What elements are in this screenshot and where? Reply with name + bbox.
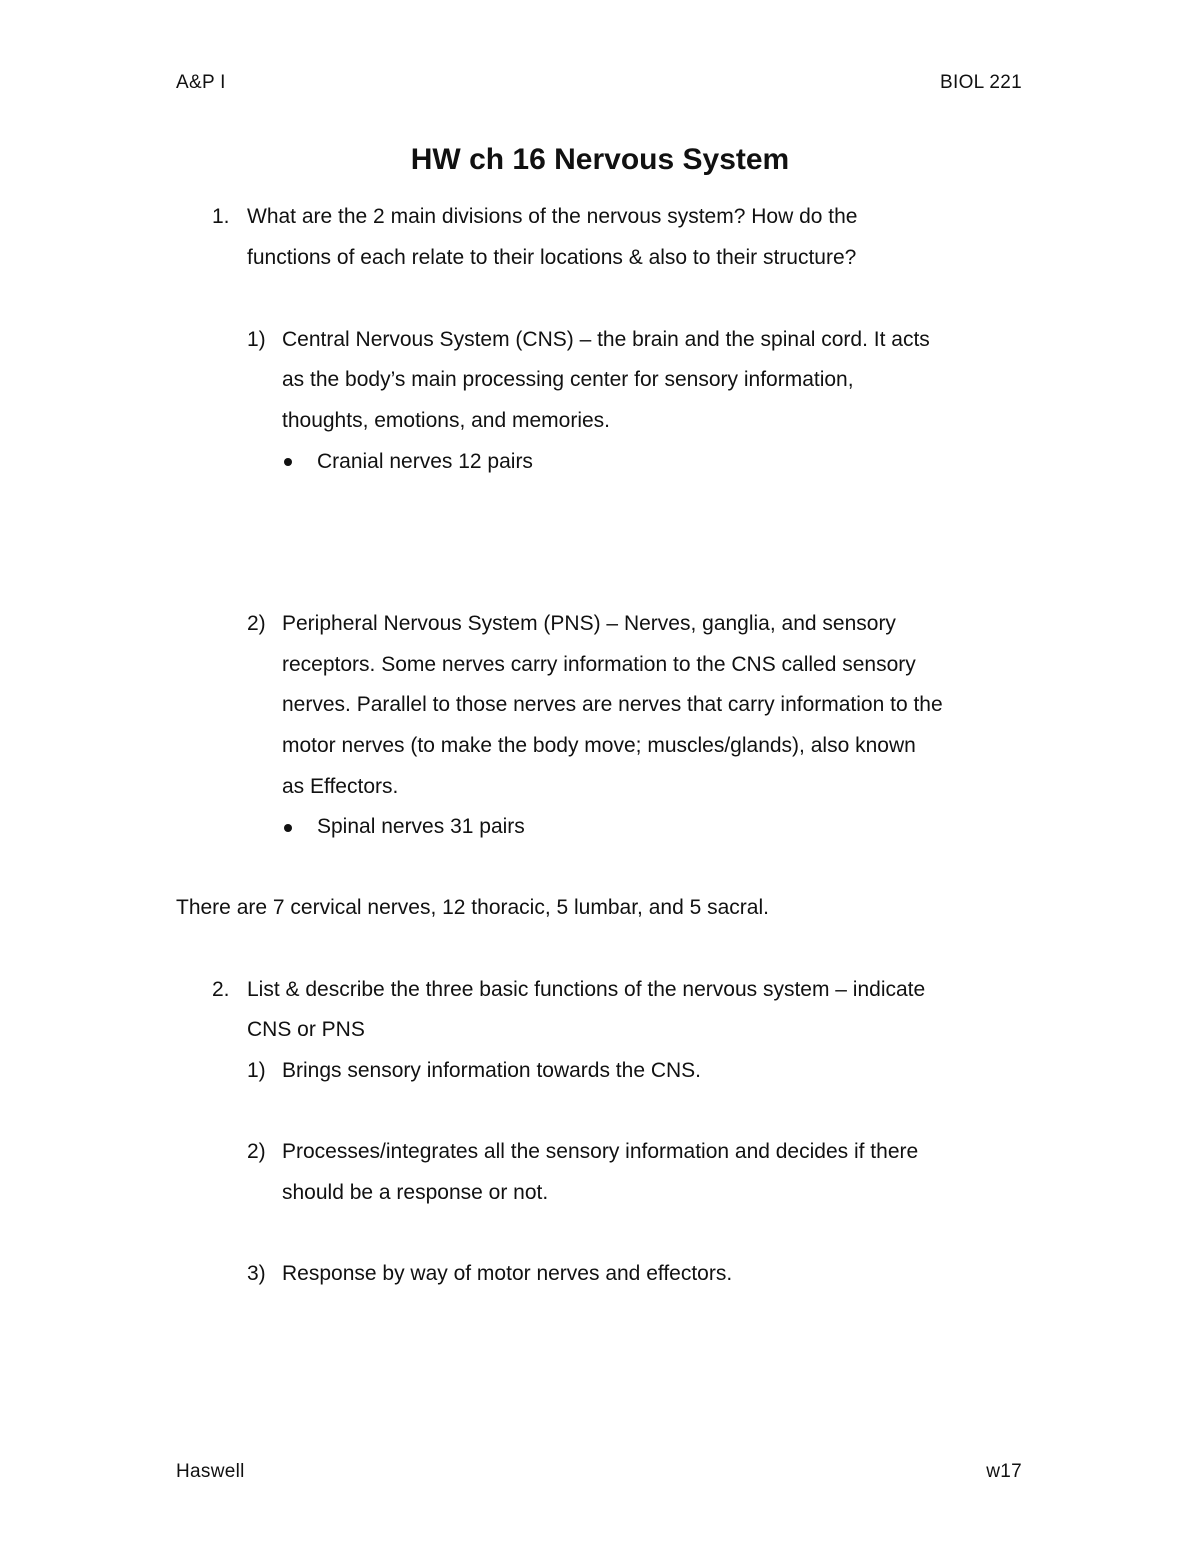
answer-line: Central Nervous System (CNS) – the brain and the spinal cord. It acts bbox=[282, 328, 930, 351]
answer-number: 2) bbox=[247, 612, 266, 635]
answer-line: motor nerves (to make the body move; muscles/glands), also known bbox=[282, 734, 916, 757]
answer-line: as the body’s main processing center for sensory information, bbox=[282, 368, 854, 391]
question-number: 1. bbox=[212, 205, 230, 228]
question-number: 2. bbox=[212, 978, 230, 1001]
spinal-nerves-note: There are 7 cervical nerves, 12 thoracic, 5 lumbar, and 5 sacral. bbox=[176, 896, 769, 919]
page-title: HW ch 16 Nervous System bbox=[410, 143, 790, 176]
answer-line: receptors. Some nerves carry information to the CNS called sensory bbox=[282, 653, 916, 676]
answer-number: 2) bbox=[247, 1140, 266, 1163]
question-line: functions of each relate to their locations & also to their structure? bbox=[247, 246, 857, 269]
bullet-item: Spinal nerves 31 pairs bbox=[317, 815, 525, 838]
footer-author: Haswell bbox=[176, 1461, 245, 1482]
answer-line: thoughts, emotions, and memories. bbox=[282, 409, 611, 432]
answer-line: nerves. Parallel to those nerves are nerves that carry information to the bbox=[282, 693, 943, 716]
bullet-icon bbox=[284, 824, 292, 832]
answer-number: 3) bbox=[247, 1262, 266, 1285]
question-line: List & describe the three basic functions of the nervous system – indicate bbox=[247, 978, 926, 1001]
footer-term: w17 bbox=[986, 1461, 1022, 1482]
answer-line: should be a response or not. bbox=[282, 1181, 549, 1204]
bullet-item: Cranial nerves 12 pairs bbox=[317, 450, 533, 473]
answer-number: 1) bbox=[247, 328, 266, 351]
header-course: A&P I bbox=[176, 72, 226, 93]
question-line: What are the 2 main divisions of the nervous system? How do the bbox=[247, 205, 858, 228]
bullet-icon bbox=[284, 458, 292, 466]
answer-line: Response by way of motor nerves and effectors. bbox=[282, 1262, 733, 1285]
header-code: BIOL 221 bbox=[940, 72, 1022, 93]
answer-line: Processes/integrates all the sensory information and decides if there bbox=[282, 1140, 919, 1163]
answer-number: 1) bbox=[247, 1059, 266, 1082]
question-line: CNS or PNS bbox=[247, 1018, 365, 1041]
answer-line: Peripheral Nervous System (PNS) – Nerves, ganglia, and sensory bbox=[282, 612, 896, 635]
answer-line: Brings sensory information towards the CNS. bbox=[282, 1059, 702, 1082]
answer-line: as Effectors. bbox=[282, 775, 399, 798]
